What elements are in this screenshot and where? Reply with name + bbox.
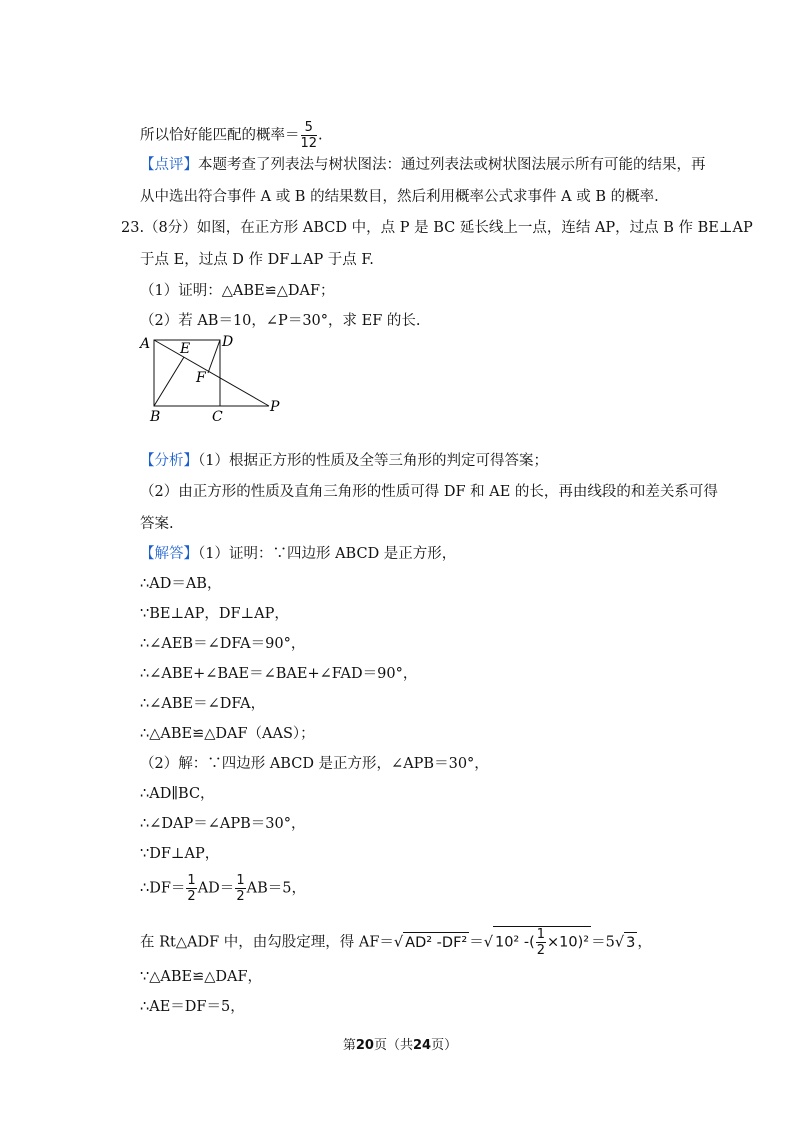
radical-sign: √ bbox=[614, 934, 625, 951]
question-23-stem: 23.（8分）如图，在正方形 ABCD 中，点 P 是 BC 延长线上一点，连结 AP，过点 B 作 BE⊥AP bbox=[121, 220, 753, 236]
analysis-line-3: 答案. bbox=[140, 516, 174, 532]
analysis-tag: 【分析】 bbox=[140, 453, 198, 469]
answer-step: ∴AD∥BC， bbox=[140, 786, 215, 802]
question-23-part-2: （2）若 AB＝10，∠P＝30°，求 EF 的长. bbox=[140, 313, 421, 329]
segment-be bbox=[154, 357, 184, 406]
label-b: B bbox=[150, 409, 161, 425]
answer-df-line: ∴DF＝ $\frac{1}{2}$ AD＝ $\frac{1}{2}$ AB＝5， bbox=[140, 873, 306, 904]
answer-step: ∴△ABE≌△DAF（AAS）； bbox=[140, 726, 315, 742]
fraction-half: $\frac{1}{2}$ bbox=[236, 873, 245, 904]
sqrt-expression: 10² -( $\frac{1}{2}$ ×10)² bbox=[494, 927, 590, 958]
radical-sign: √ bbox=[393, 934, 404, 951]
comment-line-1: 【点评】本题考查了列表法与树状图法：通过列表法或树状图法展示所有可能的结果，再 bbox=[140, 157, 706, 173]
answer-step: ∴∠DAP＝∠APB＝30°， bbox=[140, 816, 306, 832]
answer-pythagoras-line: 在 Rt△ADF 中，由勾股定理，得 AF＝√ AD² -DF² ＝√ 10² -( $\frac{1}{2}$ ×10)² ＝5√ 3 ， bbox=[140, 927, 652, 958]
fraction: $\frac{5}{12}$ bbox=[300, 120, 318, 151]
analysis-line-1: 【分析】（1）根据正方形的性质及全等三角形的判定可得答案； bbox=[140, 453, 548, 469]
segment-df bbox=[208, 340, 220, 373]
answer-step: ∴AE＝DF＝5， bbox=[140, 999, 245, 1015]
radical-sign: √ bbox=[483, 934, 493, 951]
comment-line-2: 从中选出符合事件 A 或 B 的结果数目，然后利用概率公式求事件 A 或 B 的概率. bbox=[140, 189, 659, 205]
segment-ap bbox=[154, 340, 269, 406]
answer-step: ∵△ABE≌△DAF， bbox=[140, 969, 263, 985]
answer-step: ∴∠AEB＝∠DFA＝90°， bbox=[140, 636, 306, 652]
question-23-stem-cont: 于点 E，过点 D 作 DF⊥AP 于点 F. bbox=[140, 252, 374, 268]
answer-step: ∵BE⊥AP，DF⊥AP， bbox=[140, 606, 289, 622]
page-footer: 第20页（共24页） bbox=[342, 1038, 458, 1053]
geometry-figure bbox=[130, 332, 300, 427]
answer-step: ∴AD＝AB， bbox=[140, 576, 222, 592]
answer-step: （2）解：∵四边形 ABCD 是正方形，∠APB＝30°， bbox=[140, 756, 489, 772]
answer-head: 【解答】（1）证明：∵四边形 ABCD 是正方形， bbox=[140, 546, 457, 562]
answer-step: ∵DF⊥AP， bbox=[140, 846, 220, 862]
label-a: A bbox=[140, 336, 151, 352]
answer-step: ∴∠ABE＝∠DFA， bbox=[140, 696, 266, 712]
label-c: C bbox=[212, 409, 223, 425]
label-d: D bbox=[222, 334, 234, 350]
answer-step: ∴∠ABE+∠BAE＝∠BAE+∠FAD＝90°， bbox=[140, 666, 418, 682]
sqrt-expression: AD² -DF² bbox=[403, 932, 469, 953]
question-23-part-1: （1）证明：△ABE≌△DAF； bbox=[140, 283, 335, 299]
fraction-half: $\frac{1}{2}$ bbox=[187, 873, 196, 904]
page-total: 24 bbox=[413, 1038, 432, 1053]
page-number: 20 bbox=[355, 1038, 374, 1053]
label-f: F bbox=[196, 370, 206, 386]
label-e: E bbox=[180, 341, 191, 357]
label-p: P bbox=[270, 399, 280, 415]
sqrt-expression: 3 bbox=[624, 932, 637, 953]
answer-tag: 【解答】 bbox=[140, 546, 198, 562]
probability-conclusion: 所以恰好能匹配的概率＝ $\frac{5}{12}$ . bbox=[140, 120, 323, 151]
analysis-line-2: （2）由正方形的性质及直角三角形的性质可得 DF 和 AE 的长，再由线段的和差关系可得 bbox=[140, 484, 718, 500]
comment-tag: 【点评】 bbox=[140, 157, 198, 173]
